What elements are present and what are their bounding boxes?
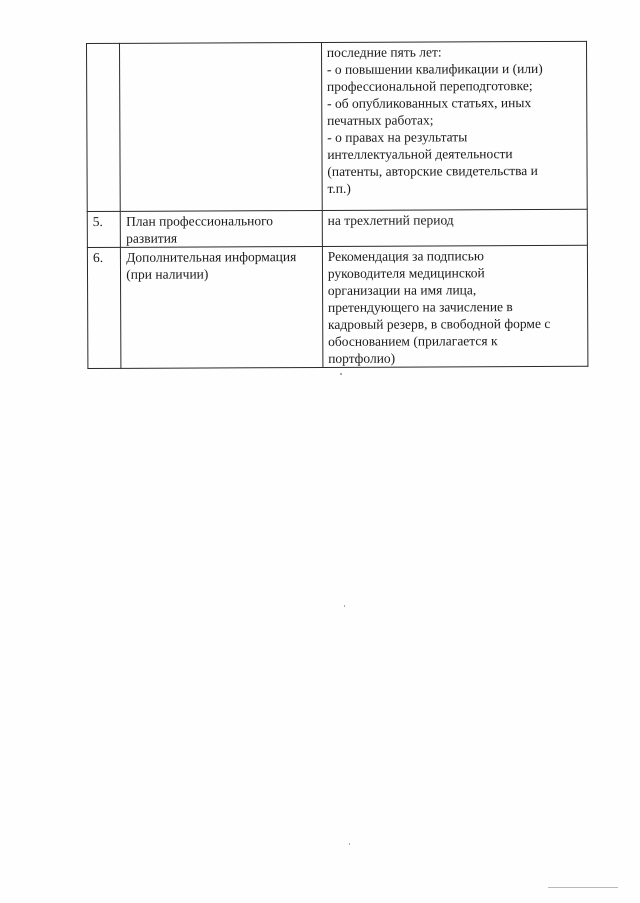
content-line: профессиональной переподготовке; (326, 78, 533, 94)
table-row (87, 245, 588, 368)
content-line: интеллектуальной деятельности (327, 146, 513, 162)
content-line: портфолио) (328, 350, 396, 366)
name-line: Дополнительная информация (126, 249, 297, 265)
content-line: Рекомендация за подписью (327, 248, 484, 264)
row-content-cell (321, 41, 587, 210)
content-line: печатных работах; (327, 112, 434, 128)
row-name-cell (121, 246, 323, 368)
content-line: - об опубликованных статьях, иных (327, 95, 532, 111)
content-line: руководителя медицинской (327, 265, 485, 281)
content-line: кадровый резерв, в свободной форме с (328, 315, 551, 332)
row-number-cell: 5. (87, 211, 120, 247)
portfolio-table (86, 41, 588, 369)
scan-speck (340, 373, 342, 375)
row-number-cell (87, 43, 121, 211)
content-line: (патенты, авторские свидетельства и (327, 163, 538, 179)
content-line: последние пять лет: (326, 44, 442, 60)
row-number-cell: 6. (87, 247, 121, 368)
content-line: - о повышении квалификации и (или) (326, 61, 543, 77)
row-name-cell (121, 210, 323, 247)
table-row (87, 41, 588, 211)
scan-speck (349, 843, 350, 845)
content-line: претендующего на зачисление в (327, 299, 513, 315)
row-name-cell (120, 42, 322, 211)
content-line: обоснованием (прилагается к (328, 333, 498, 349)
content-line: т.п.) (327, 180, 351, 196)
name-line: План профессионального (126, 213, 274, 229)
table-row (87, 209, 587, 247)
content-line: - о правах на результаты (327, 129, 468, 145)
content-line: на трехлетний период (327, 212, 454, 228)
name-line: развития (126, 230, 178, 246)
row-content-cell (322, 245, 588, 367)
row-content-cell (322, 209, 587, 246)
scan-edge-mark (548, 887, 618, 888)
name-line: (при наличии) (126, 266, 209, 282)
scan-speck (344, 605, 345, 607)
content-line: организации на имя лица, (327, 282, 477, 298)
